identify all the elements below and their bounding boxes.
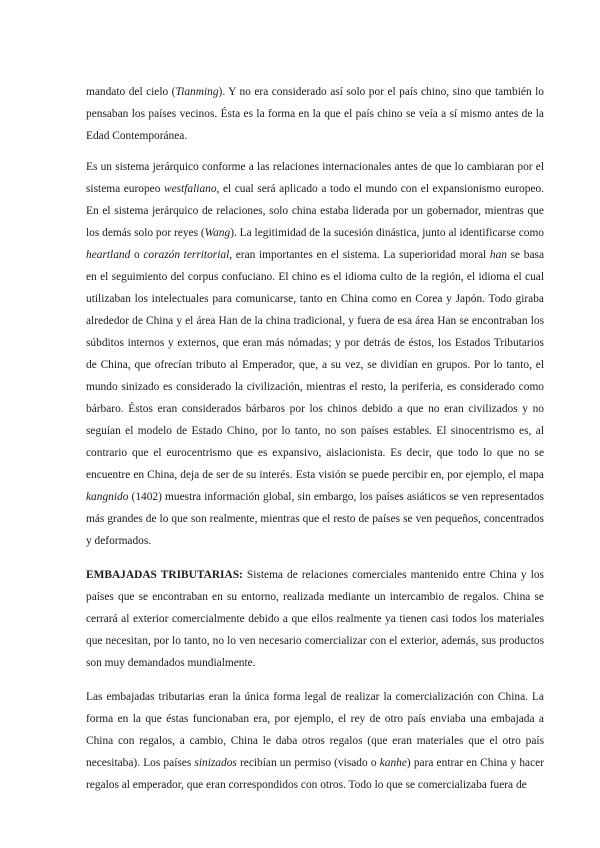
paragraph-3-embajadas	[86, 564, 544, 674]
text-run: Sistema de relaciones comerciales mantenido entre China y los países que se encontraban en su entorno, realizada mediante un intercambio de regalos. China se cerrará al exterior comercialmente debido a que ellos realmente ya tienen casi todos los materiales que necesitan, por lo tanto, no lo ven necesario comercializar con el exterior, además, sus productos son muy demandados mundialmente.	[86, 569, 544, 669]
text-run: recibían un permiso (visado o	[236, 757, 380, 769]
italic-term: sinizados	[194, 757, 237, 769]
paragraph-1	[86, 81, 544, 147]
italic-term: kanhe	[379, 757, 407, 769]
text-run: ). Y no era considerado así solo por el país chino, sino que también lo pensaban los países vecinos. Ésta es la forma en la que el país chino se veía a sí mismo antes de la Edad Contemporánea.	[86, 86, 544, 142]
text-run: se basa en el seguimiento del corpus confuciano. El chino es el idioma culto de la región, el idioma el cual utilizaban los intelectuales para comunicarse, tanto en China como en Corea y Japón. Todo giraba alrededor de China y el área Han de la china tradicional, y fuera de esa área Han se encontraban los súbditos internos y externos, que eran más nómadas; y por detrás de éstos, los Estados Tributarios de China, que ofrecían tributo al Emperador, que, a su vez, se dividían en grupos. Por lo tanto, el mundo sinizado es considerado la civilización, mientras el resto, la periferia, es considerado como bárbaro. Éstos eran considerados bárbaros por los chinos debido a que no eran civilizados y no seguían el modelo de Estado Chino, por lo tanto, no son países estables. El sinocentrismo es, al contrario que el eurocentrismo que es expansivo, aislacionista. Es decir, que todo lo que no se encuentre en China, deja de ser de su interés. Esta visión se puede percibir en, por ejemplo, el mapa	[86, 249, 545, 481]
text-run: mandato del cielo (	[86, 86, 176, 98]
paragraph-2	[86, 156, 544, 552]
text-run: Las embajadas tributarias eran la única forma legal de realizar la comercialización con China. La forma en la que éstas funcionaban era, por ejemplo, el rey de otro país enviaba una embajada a China con regalos, a cambio, China le daba otros regalos (que eran materiales que el otro país necesitaba). Los países	[86, 691, 544, 769]
text-run: (1402) muestra información global, sin embargo, los países asiáticos se ven representados más grandes de lo que son realmente, mientras que el resto de países se ven pequeños, concentrados y deformados.	[86, 491, 544, 547]
italic-term: heartland	[86, 249, 131, 261]
italic-term: kangnido	[86, 491, 129, 503]
text-run: , el cual será aplicado a todo el mundo con el expansionismo europeo. En el sistema jerárquico de relaciones, solo china estaba liderada por un gobernador, mientras que los demás solo por reyes (	[86, 183, 544, 239]
text-run: ) para entrar en China y hacer regalos al emperador, que eran correspondidos con otros. Todo lo que se comercializaba fuera de	[86, 757, 544, 791]
text-run: Es un sistema jerárquico conforme a las relaciones internacionales antes de que lo cambiaran por el sistema europeo	[86, 161, 544, 195]
italic-term: westfaliano	[164, 183, 217, 195]
paragraph-4	[86, 686, 544, 796]
text-run: , eran importantes en el sistema. La superioridad moral	[229, 249, 490, 261]
italic-term: corazón territorial	[143, 249, 230, 261]
bold-heading: EMBAJADAS TRIBUTARIAS:	[86, 569, 243, 581]
text-run: ). La legitimidad de la sucesión dinástica, junto al identificarse como	[230, 227, 544, 239]
italic-term: han	[489, 249, 507, 261]
text-run: o	[130, 249, 144, 261]
italic-term: Tianming	[175, 86, 219, 98]
italic-term: Wang	[204, 227, 231, 239]
